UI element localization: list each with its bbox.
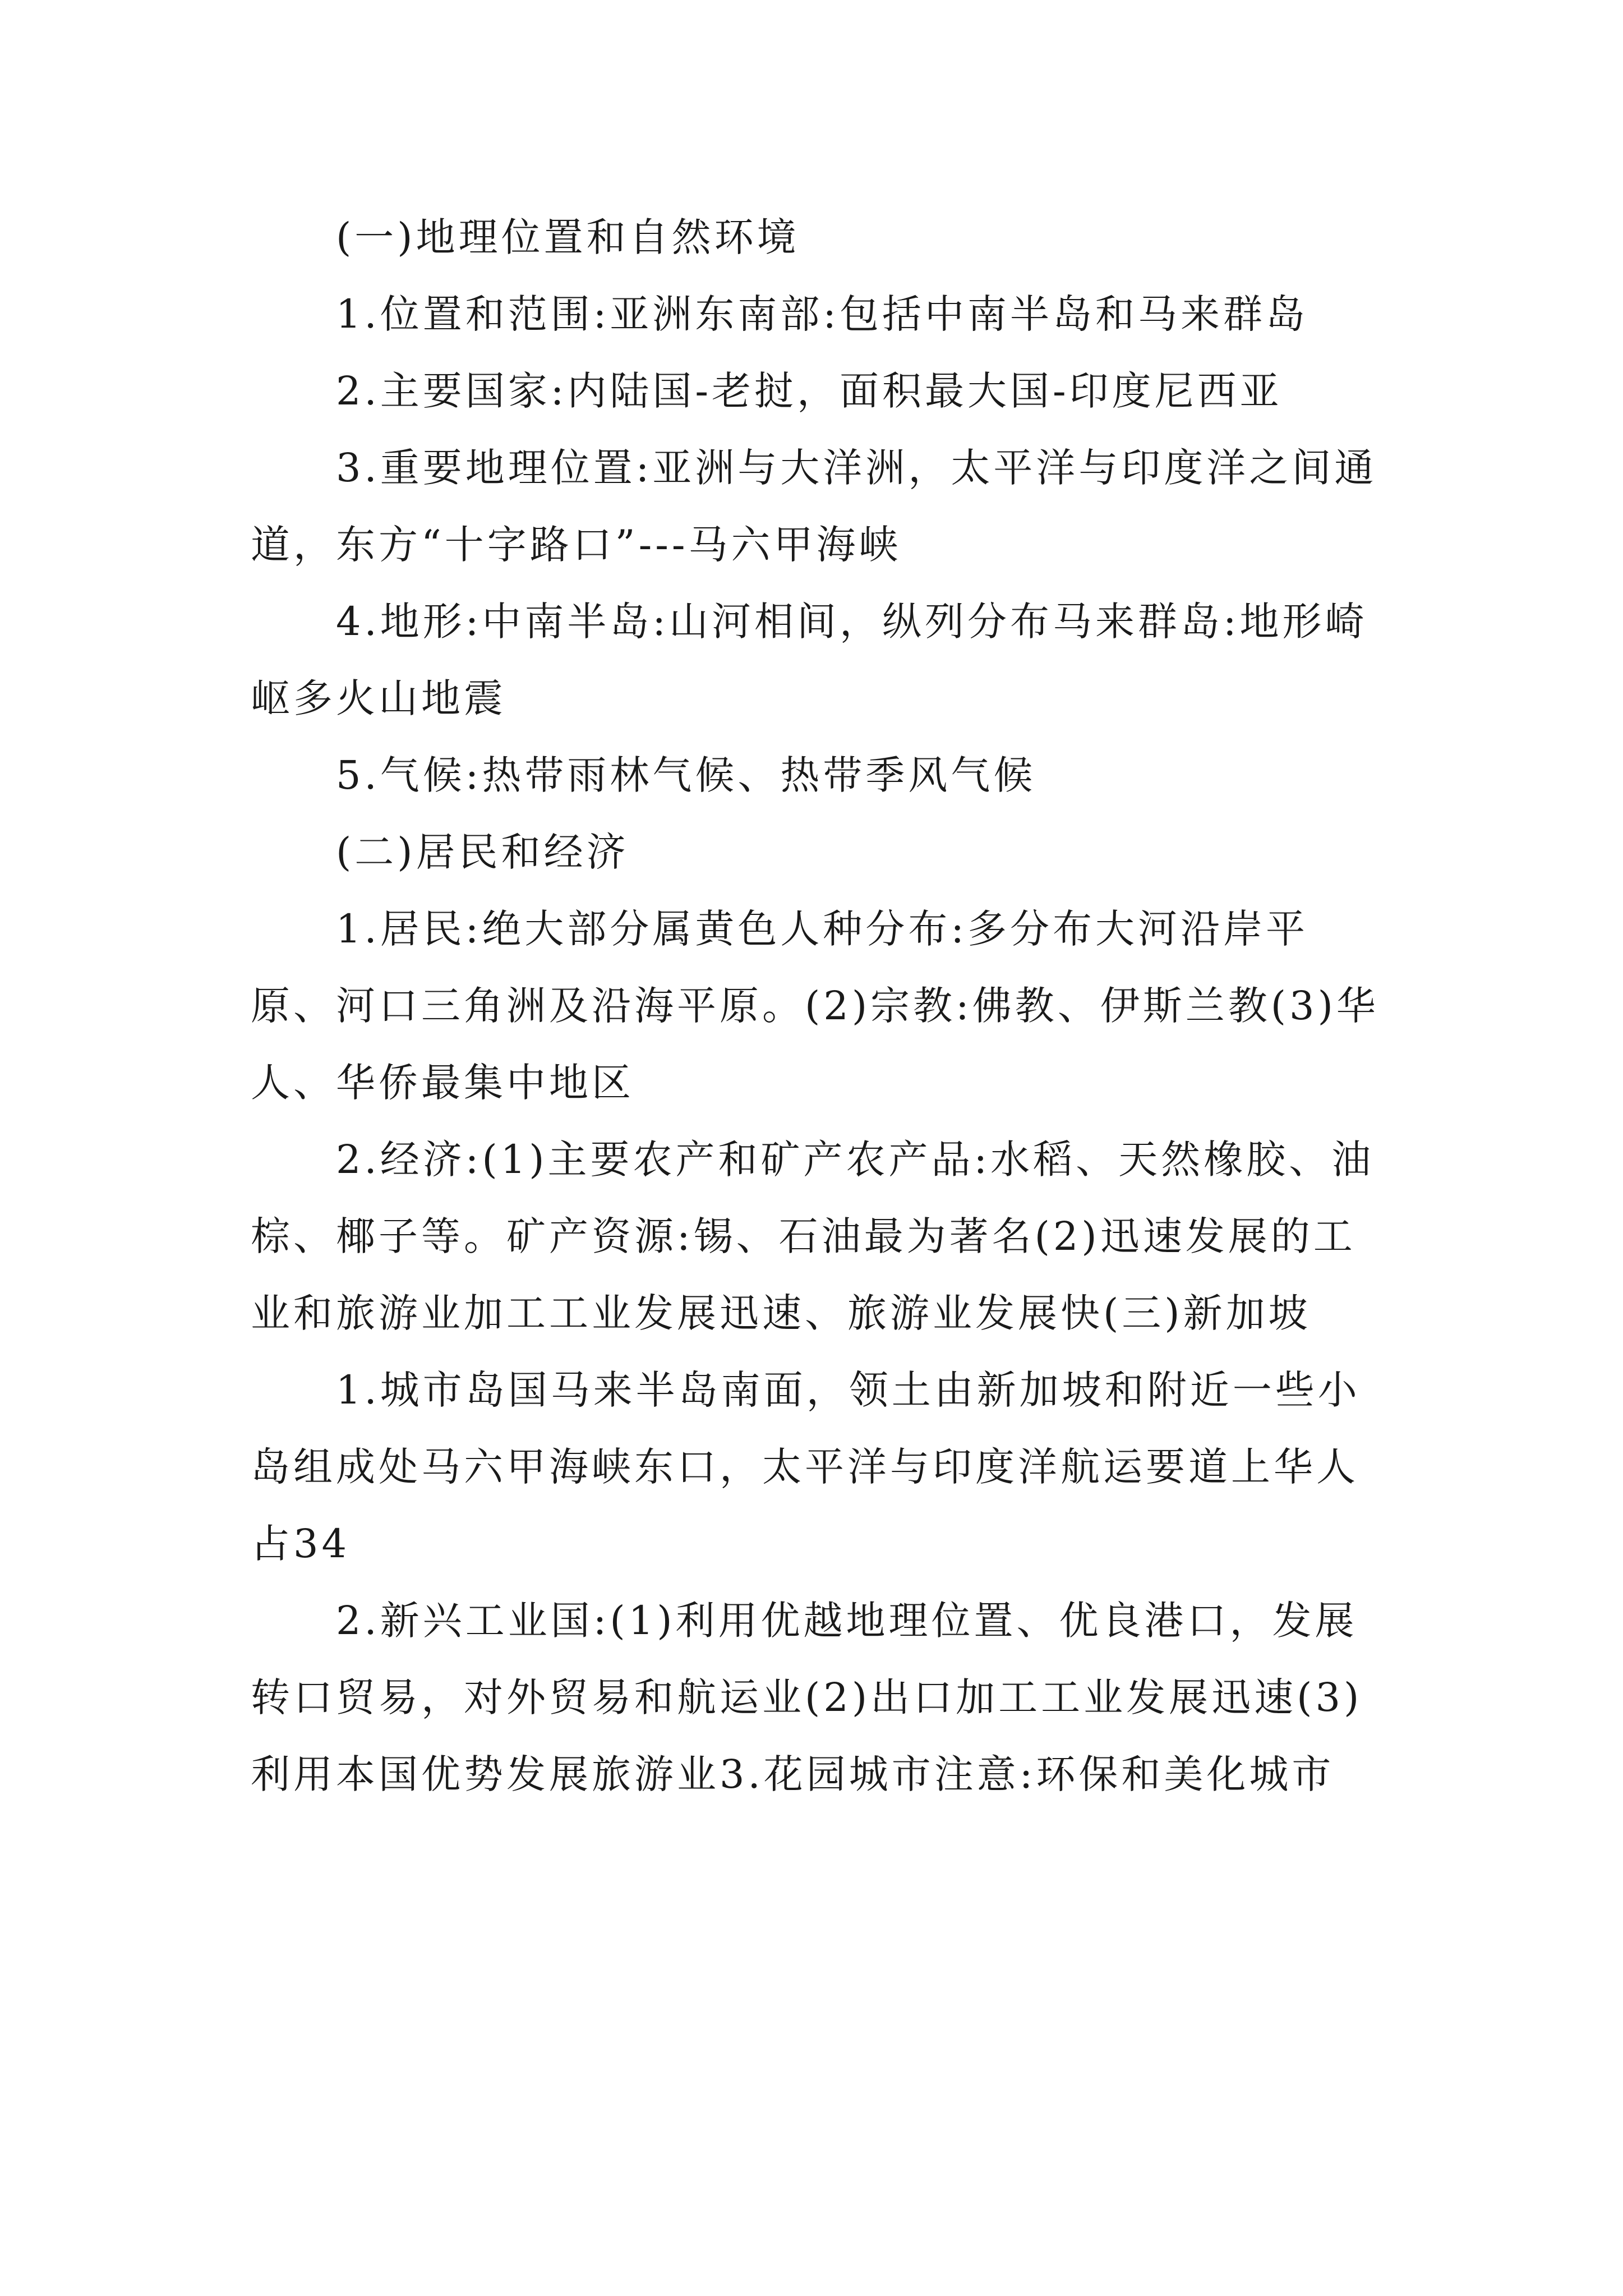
paragraph-city-state: 1.城市岛国马来半岛南面，领土由新加坡和附近一些小岛组成处马六甲海峡东口，太平洋与印度洋航运要道上华人占34 [251, 1367, 1361, 1567]
paragraph-climate: 5.气候:热带雨林气候、热带季风气候 [336, 752, 1036, 798]
paragraph-terrain: 4.地形:中南半岛:山河相间，纵列分布马来群岛:地形崎岖多火山地震 [251, 599, 1368, 721]
document-body [251, 199, 1393, 1813]
paragraph-residents: 1.居民:绝大部分属黄色人种分布:多分布大河沿岸平原、河口三角洲及沿海平原。(2)宗教:佛教、伊斯兰教(3)华人、华侨最集中地区 [251, 906, 1379, 1106]
section-heading-geography: (一)地理位置和自然环境 [336, 214, 800, 260]
section-heading-residents-economy: (二)居民和经济 [336, 829, 629, 875]
paragraph-industrial-country: 2.新兴工业国:(1)利用优越地理位置、优良港口，发展转口贸易，对外贸易和航运业(2)出口加工工业发展迅速(3)利用本国优势发展旅游业3.花园城市注意:环保和美化城市 [251, 1598, 1363, 1797]
paragraph-geographic-position: 3.重要地理位置:亚洲与大洋洲，太平洋与印度洋之间通道，东方“十字路口”---马六甲海峡 [251, 445, 1377, 568]
paragraph-economy: 2.经济:(1)主要农产和矿产农产品:水稻、天然橡胶、油棕、椰子等。矿产资源:锡、石油最为著名(2)迅速发展的工业和旅游业加工工业发展迅速、旅游业发展快(三)新加坡 [251, 1137, 1375, 1336]
paragraph-location: 1.位置和范围:亚洲东南部:包括中南半岛和马来群岛 [336, 291, 1308, 337]
paragraph-countries: 2.主要国家:内陆国-老挝，面积最大国-印度尼西亚 [336, 368, 1283, 414]
